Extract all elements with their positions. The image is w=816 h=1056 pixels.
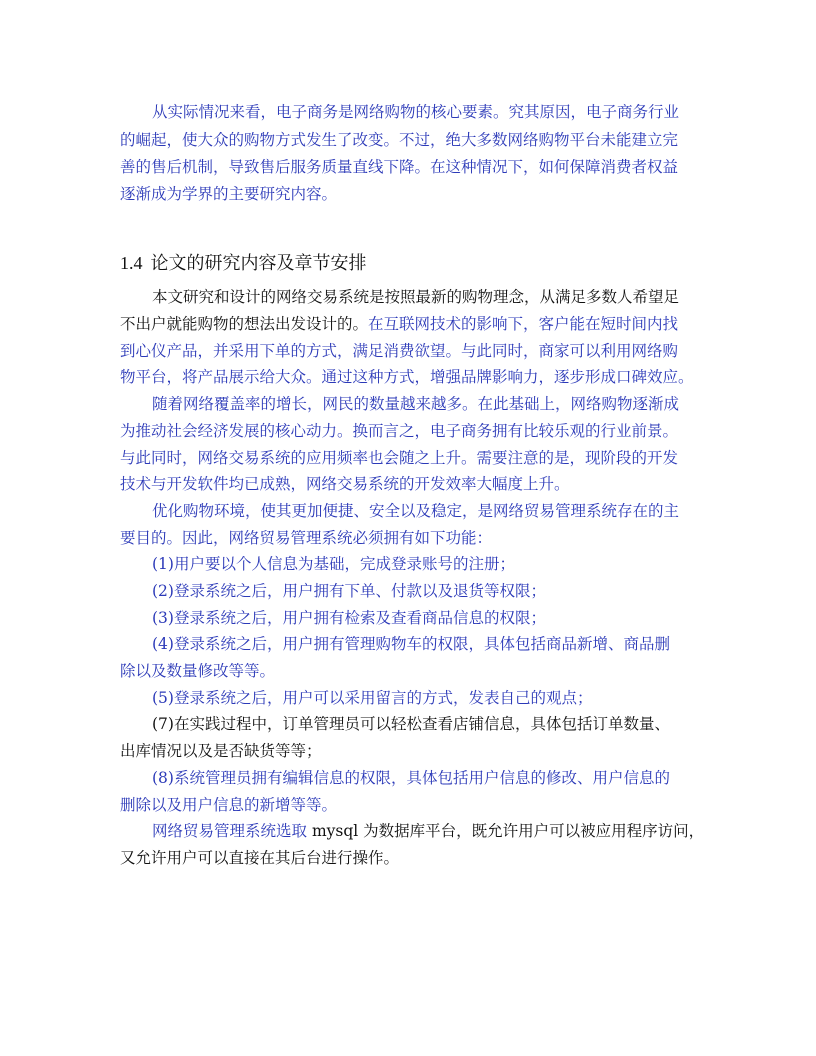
paragraph-2-line-1: 本文研究和设计的网络交易系统是按照最新的购物理念，从满足多数人希望足 [152, 288, 680, 306]
list-item-7-line-2: 出库情况以及是否缺货等等； [120, 742, 322, 760]
section-number: 1.4 [120, 253, 143, 273]
paragraph-5-line-2: 又允许用户可以直接在其后台进行操作。 [120, 849, 400, 867]
paragraph-3-line-4: 技术与开发软件均已成熟，网络交易系统的开发效率大幅度上升。 [120, 475, 570, 493]
list-item-2: (2)登录系统之后，用户拥有下单、付款以及退货等权限； [152, 582, 546, 600]
paragraph-2-line-4: 物平台，将产品展示给大众。通过这种方式，增强品牌影响力，逐步形成口碑效应。 [120, 368, 694, 386]
paragraph-1-line-4: 逐渐成为学界的主要研究内容。 [120, 185, 338, 203]
paragraph-1-line-2: 的崛起，使大众的购物方式发生了改变。不过，绝大多数网络购物平台未能建立完 [120, 131, 679, 149]
list-item-3: (3)登录系统之后，用户拥有检索及查看商品信息的权限； [152, 609, 546, 627]
paragraph-1-line-3: 善的售后机制，导致售后服务质量直线下降。在这种情况下，如何保障消费者权益 [120, 158, 679, 176]
section-heading [120, 252, 367, 275]
paragraph-3-line-3: 与此同时，网络交易系统的应用频率也会随之上升。需要注意的是，现阶段的开发 [120, 449, 679, 467]
paragraph-3-line-1: 随着网络覆盖率的增长，网民的数量越来越多。在此基础上，网络购物逐渐成 [152, 395, 680, 413]
paragraph-1-line-1: 从实际情况来看，电子商务是网络购物的核心要素。究其原因，电子商务行业 [152, 103, 680, 121]
list-item-1: (1)用户要以个人信息为基础，完成登录账号的注册； [152, 555, 515, 573]
list-item-4-line-1: (4)登录系统之后，用户拥有管理购物车的权限，具体包括商品新增、商品删 [152, 635, 670, 653]
list-item-4-line-2: 除以及数量修改等等。 [120, 662, 276, 680]
list-item-5: (5)登录系统之后，用户可以采用留言的方式，发表自己的观点； [152, 689, 593, 707]
paragraph-5-line-1 [152, 821, 704, 841]
section-title: 论文的研究内容及章节安排 [150, 253, 367, 274]
paragraph-4-line-2: 要目的。因此，网络贸易管理系统必须拥有如下功能： [120, 529, 493, 547]
paragraph-5-line-1-part-b: mysql 为数据库平台，既允许用户可以被应用程序访问， [307, 822, 705, 840]
paragraph-2-line-3: 到心仪产品，并采用下单的方式，满足消费欲望。与此同时，商家可以利用网络购 [120, 342, 679, 360]
list-item-8-line-1: (8)系统管理员拥有编辑信息的权限，具体包括用户信息的修改、用户信息的 [152, 769, 670, 787]
paragraph-2-line-2 [120, 314, 678, 334]
paragraph-3-line-2: 为推动社会经济发展的核心动力。换而言之，电子商务拥有比较乐观的行业前景。 [120, 422, 679, 440]
paragraph-2-line-2-part-a: 不出户就能购物的想法出发设计的。 [120, 315, 369, 333]
paragraph-2-line-2-part-b: 在互联网技术的影响下，客户能在短时间内找 [368, 315, 679, 333]
paragraph-5-line-1-part-a: 网络贸易管理系统选取 [152, 822, 308, 840]
list-item-8-line-2: 删除以及用户信息的新增等等。 [120, 796, 338, 814]
paragraph-4-line-1: 优化购物环境，使其更加便捷、安全以及稳定，是网络贸易管理系统存在的主 [152, 502, 680, 520]
list-item-7-line-1: (7)在实践过程中，订单管理员可以轻松查看店铺信息，具体包括订单数量、 [152, 715, 670, 733]
